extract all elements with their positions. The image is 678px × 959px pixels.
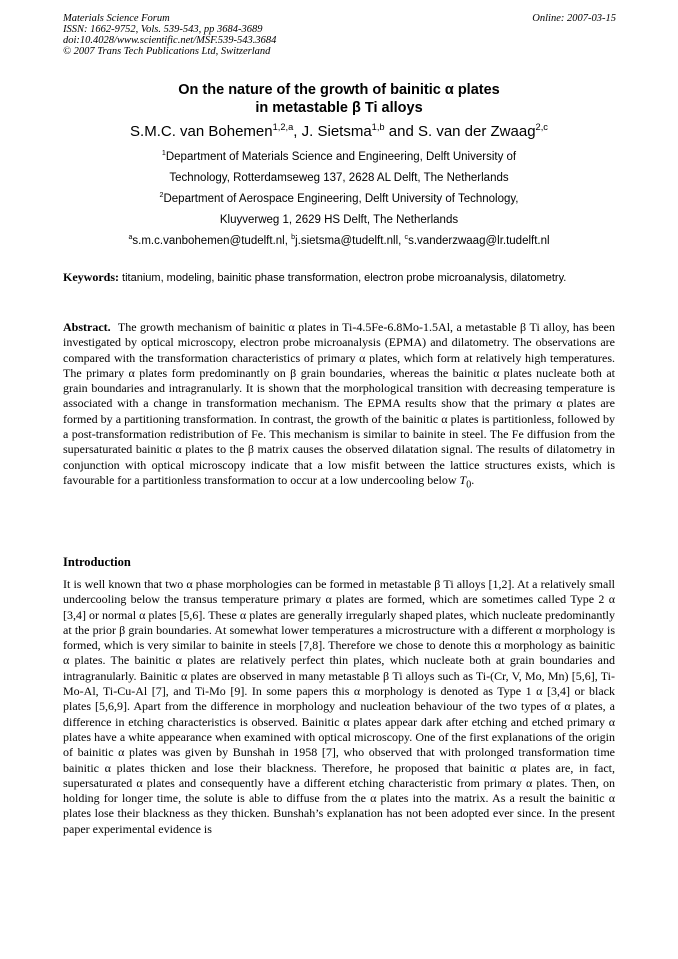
online-date: Online: 2007-03-15 [532, 13, 616, 24]
abstract-text: The growth mechanism of bainitic α plates in Ti-4.5Fe-6.8Mo-1.5Al, a metastable β Ti alloy, has been investigated by optical microscopy, electron probe microanalysis (EPMA) and dilatometry. The observations are compared with the transformation characteristics of primary α plates, which form at relatively high temperatures. The primary α plates form predominantly on β grain boundaries, whereas the bainitic α plates nucleate both at grain boundaries and intragranularly. It is shown that the morphological transition with decreasing temperature is associated with a change in transformation mechanism. The EPMA results show that the primary α plates are formed by a partitioning transformation. In contrast, the growth of the bainitic α plates is partitionless, followed by a post-transformation redistribution of Fe. This mechanism is similar to bainite in steel. The Fe diffusion from the supersaturated bainitic α plates to the β matrix causes the observed dilatation signal. The results of dilatometry in conjunction with optical microscopy indicate that a low misfit between the lattice structures exists, which is favourable for a partitionless transformation to occur at a low undercooling below [63, 320, 615, 487]
introduction-text: It is well known that two α phase morphologies can be formed in metastable β Ti alloys [1,2]. At a relatively small undercooling below the transus temperature primary α plates are formed, which are sometimes called Type 2 α [3,4] or normal α plates [5,6]. These α plates are generally irregularly shaped plates, which nucleate predominantly at the prior β grain boundaries. At somewhat lower temperatures a microstructure with a different α morphology is formed, which is very similar to bainite in steels [7,8]. Therefore we chose to denote this α morphology as bainitic α plates. The bainitic α plates are relatively perfect thin plates, which nucleate both at grain boundaries and intragranularly. Bainitic α plates are observed in many metastable β Ti alloys such as Ti-(Cr, V, Mo, Mn) [5,6], Ti-Mo-Al, Ti-Cu-Al [7], and Ti-Mo [9]. In some papers this α morphology is denoted as Type 1 α [3,4] or black plates [5,6,9]. Apart from the difference in morphology and nucleation behaviour of the two types of α plates, a difference in etching characteristics is observed. Bainitic α plates appear dark after etching and etched primary α plates have a white appearance when examined with optical microscopy. One of the first explanations of the origin of bainitic α plates was given by Bunshah in 1958 [7], who observed that with prolonged transformation time bainitic α plates thicken and lose their blackness. Therefore, he proposed that bainitic α plates are, in fact, supersaturated α plates and consequently have a different etching characteristic from primary α plates. Then, on holding for longer time, the solute is able to diffuse from the α plates into the matrix. As a result the bainitic α plates lose their blackness as they thicken. Bunshah’s explanation has not been adopted ever since. In the present paper experimental evidence is [63, 577, 615, 836]
t0-symbol: T [459, 472, 467, 487]
keywords-section [63, 270, 615, 285]
copyright-line: © 2007 Trans Tech Publications Ltd, Switzerland [63, 46, 271, 57]
author-name: S.M.C. van Bohemen [130, 123, 273, 140]
email-sup: c [404, 233, 409, 242]
abstract-label: Abstract. [63, 320, 111, 334]
author-list [0, 123, 678, 141]
email-list [0, 234, 678, 248]
author-name: J. Sietsma [301, 123, 372, 140]
abstract-end: . [471, 472, 475, 487]
email-sup: b [291, 233, 296, 242]
affil-text: Department of Materials Science and Engineering, Delft University of [165, 151, 517, 163]
author-sep: and [384, 123, 418, 140]
author-name: S. van der Zwaag [417, 123, 536, 140]
email-address: s.vanderzwaag@lr.tudelft.nl [408, 235, 550, 247]
journal-header [63, 13, 616, 57]
author-affil-sup: 1,b [371, 122, 385, 132]
title-line-2: in metastable β Ti alloys [255, 100, 423, 116]
paper-title [0, 81, 678, 117]
email-address: s.m.c.vanbohemen@tudelft.nl, [132, 235, 292, 247]
title-line-1: On the nature of the growth of bainitic α plates [178, 82, 500, 98]
section-heading: Introduction [63, 555, 131, 569]
email-sup: a [128, 233, 133, 242]
affiliation-2 [0, 192, 678, 206]
author-affil-sup: 2,c [535, 122, 548, 132]
t0-subscript: 0 [466, 479, 472, 491]
affil-sup: 1 [161, 149, 166, 158]
affil-text: Department of Aerospace Engineering, Delft University of Technology, [163, 193, 519, 205]
issn-line: ISSN: 1662-9752, Vols. 539-543, pp 3684-3689 [63, 24, 263, 35]
affiliation-1 [0, 150, 678, 164]
affil-sup: 2 [159, 191, 164, 200]
keywords-label: Keywords: [63, 270, 119, 284]
author-affil-sup: 1,2,a [272, 122, 294, 132]
doi-line: doi:10.4028/www.scientific.net/MSF.539-543.3684 [63, 35, 277, 46]
affiliation-2-cont: Kluyverweg 1, 2629 HS Delft, The Netherlands [219, 214, 459, 226]
author-sep: , [293, 123, 302, 140]
abstract-section [63, 320, 615, 493]
journal-name: Materials Science Forum [63, 13, 170, 24]
keywords-text: titanium, modeling, bainitic phase transformation, electron probe microanalysis, dilatometry. [119, 272, 567, 284]
affiliation-1-cont: Technology, Rotterdamseweg 137, 2628 AL Delft, The Netherlands [169, 172, 509, 184]
email-address: j.sietsma@tudelft.nll, [295, 235, 405, 247]
